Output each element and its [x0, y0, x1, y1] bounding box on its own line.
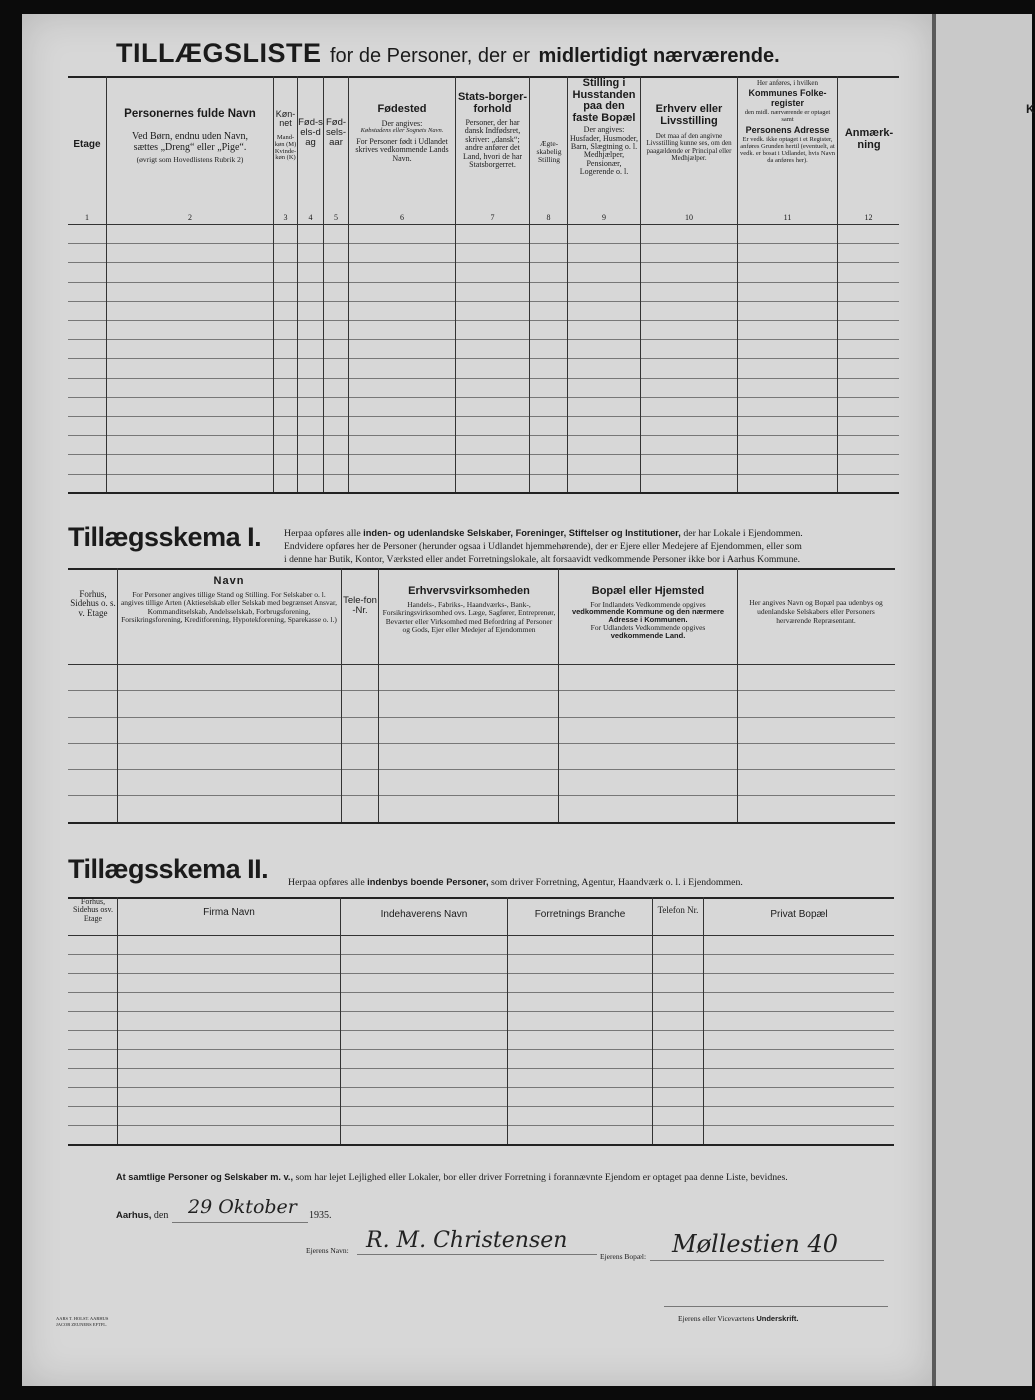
owner-bopael-label: Ejerens Bopæl: — [600, 1252, 647, 1261]
footer-den: den — [153, 1210, 169, 1221]
entry-row-line — [68, 397, 899, 398]
s2-header-rule — [68, 935, 894, 936]
col-navn-line1: Ved Børn, endnu uden Navn, — [131, 131, 249, 143]
s1-col-bopael-sub3: For Udlandets Vedkommende opgives — [590, 623, 706, 633]
t1-header-rule — [68, 224, 899, 225]
signature-caption-a: Ejerens eller Viceværtens — [678, 1314, 755, 1323]
s1-col-erhverv: Erhvervsvirksomheden — [408, 585, 530, 597]
col-fodested-sub1: Der angives: — [381, 118, 423, 128]
entry-row-line — [68, 954, 894, 955]
col-kon-sub: Mand-køn (M) Kvinde-køn (K) — [274, 133, 297, 162]
skema1-desc-c: der har Lokale i Ejendommen. — [683, 528, 803, 539]
s2-col-telefon: Telefon Nr. — [657, 905, 699, 915]
entry-row-line — [68, 301, 899, 302]
col-number: 3 — [283, 213, 288, 222]
col-adresse-sub: Er vedk. ikke optaget i et Register, anføres Grunden hertil (eventuelt, at vedk. er bosat i Udlandet, hvis Navn da anføres her). — [740, 136, 835, 164]
handwritten-owner-bopael: Møllestien 40 — [672, 1230, 839, 1258]
col-statsborger-title: Stats-borger-forhold — [457, 91, 528, 115]
entry-row-line — [68, 416, 899, 417]
entry-row-line — [68, 1011, 894, 1012]
col-erhverv-sub: Det maa af den angivne Livsstilling kunne ses, om den paagældende er Principal eller Medhjælper. — [646, 132, 732, 163]
s1-col-erhverv-sub: Handels-, Fabriks-, Haandværks-, Bank-, Forsikringsvirksomhed ovs. Læge, Sagfører, Entreprenør, Beværter eller Virksomhed med Befordring af Personer og Gods, Ejer eller Medejer af Ejendommen — [382, 599, 556, 635]
entry-row-line — [68, 795, 895, 796]
t1-col-divider — [837, 76, 838, 492]
col-statsborger-sub: Personer, der har dansk Indfødsret, skriver: „dansk“; andre anfører det Land, hvori de har Statsborgerret. — [462, 118, 523, 170]
s1-col-etage: Forhus, Sidehus o. s. v. Etage — [70, 589, 116, 618]
s2-col-indehaver: Indehaverens Navn — [380, 909, 468, 920]
owner-fill-line — [357, 1254, 597, 1255]
s2-col-firma: Firma Navn — [203, 907, 255, 918]
s2-col-divider — [340, 897, 341, 1144]
col-stilling-sub: Der angives: Husfader, Husmoder, Barn, Slægtning o. l. Medhjælper, Pensionær, Logerende o. l. — [569, 125, 638, 177]
col-fodested-sub2: Købstadens eller Sognets Navn. — [360, 126, 444, 134]
entry-row-line — [68, 743, 895, 744]
t1-top-rule — [68, 76, 899, 78]
t1-col-divider — [737, 76, 738, 492]
entry-row-line — [68, 358, 899, 359]
col-fodested-title: Fødested — [377, 103, 427, 115]
signature-caption — [678, 1314, 798, 1323]
col-folkeregister-mid: den midl. nærværende er optaget samt — [744, 109, 831, 124]
entry-row-line — [68, 973, 894, 974]
skema1-desc-a: Herpaa opføres alle — [284, 528, 361, 539]
entry-row-line — [68, 690, 895, 691]
s2-col-divider — [117, 897, 118, 1144]
col-kon-title: Køn-net — [275, 109, 296, 129]
handwritten-owner-name: R. M. Christensen — [366, 1228, 568, 1253]
entry-row-line — [68, 474, 899, 475]
col-navn-header — [107, 108, 273, 164]
s1-col-bopael: Bopæl eller Hjemsted — [591, 585, 705, 597]
col-number: 10 — [685, 213, 693, 222]
s2-top-rule — [68, 897, 894, 899]
skema2-description — [288, 877, 743, 888]
col-etage-header: Etage — [73, 139, 101, 150]
col-number: 9 — [602, 213, 606, 222]
entry-row-line — [68, 769, 895, 770]
skema2-title: Tillægsskema II. — [68, 854, 269, 884]
s1-bottom-rule — [68, 822, 895, 824]
s1-col-bopael-sub2: vedkommende Kommune og den nærmere Adresse i Kommunen. — [571, 607, 725, 625]
footer-year: 1935. — [309, 1210, 332, 1221]
col-fodselsdag-header: Fød-sels-dag — [298, 117, 323, 148]
entry-row-line — [68, 282, 899, 283]
col-number: 2 — [188, 213, 192, 222]
entry-row-line — [68, 454, 899, 455]
col-navn-line2: sættes „Dreng“ eller „Pige“. — [133, 141, 247, 153]
tillaegsliste-title — [116, 38, 780, 69]
skema1-title: Tillægsskema I. — [68, 522, 262, 552]
col-number: 7 — [490, 213, 495, 222]
s2-col-divider — [507, 897, 508, 1144]
printer-mark — [56, 1316, 108, 1328]
s1-col-bopael-sub1: For Indlandets Vedkommende opgives — [590, 599, 706, 609]
footer-statement-bold: At samtlige Personer og Selskaber m. v., — [116, 1172, 294, 1182]
s2-col-bopael: Privat Bopæl — [770, 909, 828, 920]
printer-line2: JACOB ZEUNERS EFTFL. — [56, 1321, 108, 1327]
signature-line — [664, 1306, 888, 1307]
entry-row-line — [68, 435, 899, 436]
t1-col-divider — [455, 76, 456, 492]
entry-row-line — [68, 1068, 894, 1069]
col-statsborger-header — [457, 92, 528, 169]
col-stilling-title: Stilling i Husstanden paa den faste Bopæl — [572, 77, 636, 124]
skema2-desc-c: som driver Forretning, Agentur, Haandværk o. l. i Ejendommen. — [491, 877, 743, 888]
t1-col-divider — [640, 76, 641, 492]
entry-row-line — [68, 1049, 894, 1050]
s2-col-divider — [703, 897, 704, 1144]
t1-col-divider — [529, 76, 530, 492]
s2-bottom-rule — [68, 1144, 894, 1146]
handwritten-date: 29 Oktober — [188, 1196, 297, 1218]
col-number: 6 — [400, 213, 404, 222]
skema1-desc-2: Endvidere opføres her de Personer (herunder ogsaa i Udlandet hjemmehørende), der er Ejere eller Medejere af Ejendommen, eller som — [284, 541, 802, 552]
s1-col-navn: Navn — [213, 575, 245, 587]
col-adresse-title: Personens Adresse — [745, 124, 830, 135]
col-number: 1 — [85, 213, 89, 222]
col-anmaerkning-header: Anmærk-ning — [844, 127, 894, 151]
entry-row-line — [68, 717, 895, 718]
col-erhverv-header — [642, 104, 736, 162]
col-navn-title: Personernes fulde Navn — [124, 108, 256, 120]
col-fodselsaar-header: Fød-sels-aar — [325, 117, 347, 148]
col-stilling-header — [569, 78, 639, 177]
skema1-description — [284, 527, 896, 566]
col-fodested-sub3: For Personer født i Udlandet skrives vedkommende Lands Navn. — [355, 136, 449, 163]
owner-name-label: Ejerens Navn: — [306, 1246, 349, 1255]
skema2-desc-b: indenbys boende Personer, — [367, 877, 489, 887]
col-navn-line3: (øvrigt som Hovedlistens Rubrik 2) — [136, 155, 244, 165]
col-aegteskab-header: Ægte-skabelig Stilling — [536, 139, 562, 164]
entry-row-line — [68, 1125, 894, 1126]
t1-bottom-rule — [68, 492, 899, 494]
skema1-desc-3: i denne har Butik, Kontor, Værksted eller andet Forretningslokale, alt forsaavidt vedkommende Personer ikke bor i Aarhus Kommune. — [284, 554, 801, 565]
col-number: 12 — [864, 213, 873, 222]
entry-row-line — [68, 320, 899, 321]
entry-row-line — [68, 1106, 894, 1107]
s1-top-rule — [68, 568, 895, 570]
s1-col-telefon: Tele-fon-Nr. — [343, 595, 377, 616]
col-number: 5 — [334, 213, 338, 222]
s1-col-divider — [378, 568, 379, 822]
col-erhverv-title: Erhverv eller Livsstilling — [655, 103, 723, 127]
s1-col-repr: Her angives Navn og Bopæl paa udenbys og udenlandske Selskabers eller Personers herværende Repræsentant. — [749, 598, 883, 625]
footer-statement-rest: som har lejet Lejlighed eller Lokaler, bor eller driver Forretning i forannævnte Ejendom er optaget paa denne Liste, bevidnes. — [295, 1172, 788, 1183]
signature-caption-b: Underskrift. — [756, 1314, 799, 1323]
entry-row-line — [68, 339, 899, 340]
col-folkeregister-title: Kommunes Folke-register — [748, 88, 827, 108]
date-fill-line — [172, 1222, 308, 1223]
footer-city: Aarhus, — [116, 1210, 152, 1221]
s1-col-navn-sub: For Personer angives tillige Stand og Stilling. For Selskaber o. l. angives tillige Arten (Aktieselskab eller Selskab med begrænset Ansvar, Kommanditselskab, Andelsselskab, Forbrugsforening, Forsikringsforening, Kreditforening, Hypotekforening, Sparekasse o. l.) — [120, 589, 338, 625]
printer-line1: AARS T. HOLST. AARHUS — [56, 1316, 109, 1321]
col-kon-header — [274, 110, 297, 162]
s2-col-branche: Forretnings Branche — [534, 909, 626, 920]
col-number: 11 — [783, 213, 792, 222]
adjacent-page — [936, 14, 1035, 1386]
bopael-fill-line — [650, 1260, 884, 1261]
s2-col-etage: Forhus, Sidehus osv. Etage — [73, 897, 113, 923]
col-number: 4 — [308, 213, 313, 222]
title-bold: midlertidigt nærværende. — [538, 45, 780, 67]
col-folkeregister-header — [739, 80, 836, 165]
s1-col-divider — [117, 568, 118, 822]
skema1-desc-b: inden- og udenlandske Selskaber, Foreninger, Stiftelser og Institutioner, — [363, 528, 681, 538]
s1-col-divider — [341, 568, 342, 822]
title-main: TILLÆGSLISTE — [116, 38, 322, 68]
s1-col-navn-header — [120, 576, 338, 625]
col-fodested-header — [350, 104, 454, 163]
entry-row-line — [68, 378, 899, 379]
entry-row-line — [68, 992, 894, 993]
t1-col-divider — [348, 76, 349, 492]
s1-col-erhverv-header — [382, 586, 556, 635]
entry-row-line — [68, 243, 899, 244]
col-number: 8 — [546, 213, 551, 222]
footer-statement — [116, 1172, 888, 1183]
col-folkeregister-pre: Her anføres, i hvilken — [756, 79, 819, 87]
entry-row-line — [68, 1087, 894, 1088]
adjacent-page-mark: K — [1026, 102, 1035, 116]
entry-row-line — [68, 262, 899, 263]
s2-col-divider — [652, 897, 653, 1144]
title-middle: for de Personer, der er — [329, 45, 531, 67]
s1-col-divider — [737, 568, 738, 822]
s1-header-rule — [68, 664, 895, 665]
s1-col-bopael-header — [560, 586, 736, 640]
footer-date-line — [116, 1210, 168, 1221]
t1-col-divider — [567, 76, 568, 492]
s1-col-bopael-sub4: vedkommende Land. — [610, 631, 686, 641]
skema2-desc-a: Herpaa opføres alle — [288, 877, 365, 888]
entry-row-line — [68, 1030, 894, 1031]
s1-col-divider — [558, 568, 559, 822]
